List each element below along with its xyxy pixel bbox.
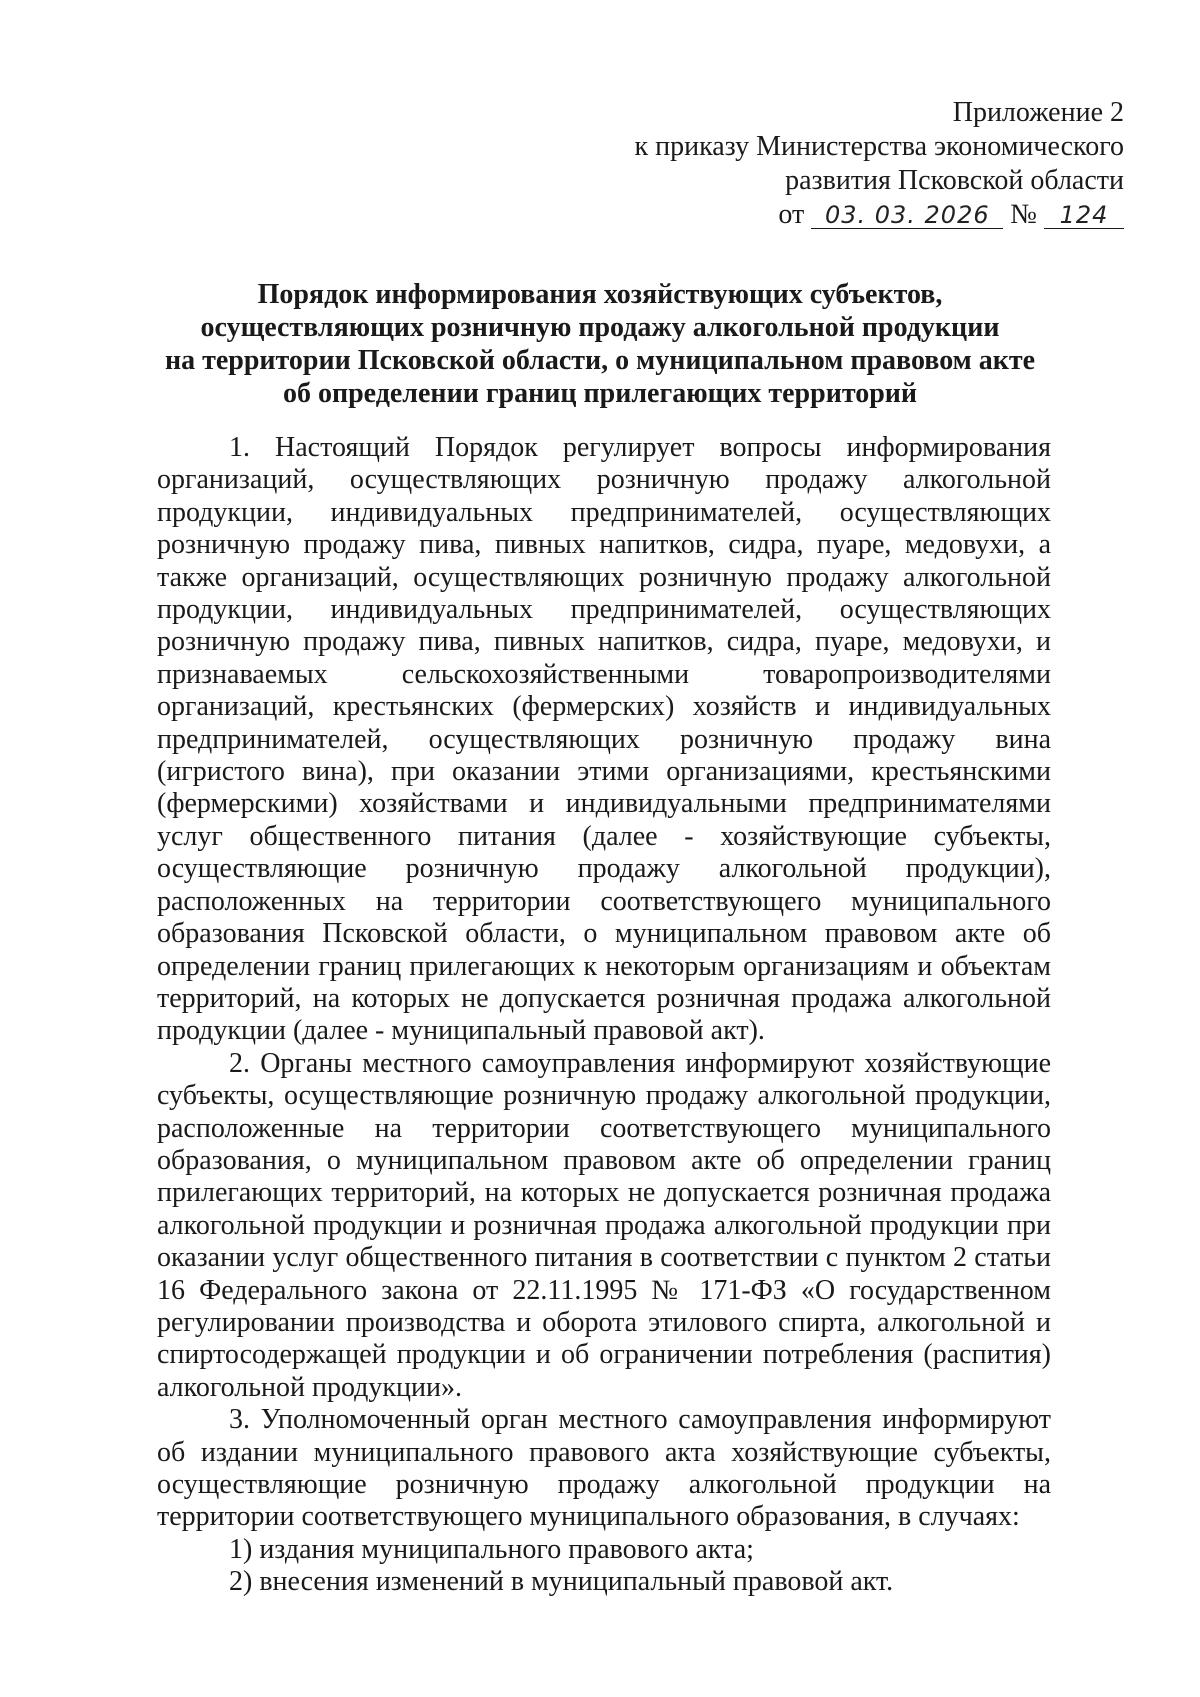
appendix-label: Приложение 2 (952, 97, 1124, 128)
title-line-2: осуществляющих розничную продажу алкогольной продукции (200, 312, 1000, 343)
from-label: от (778, 199, 805, 230)
document-body (157, 432, 1051, 1599)
list-item-2: 2) внесения изменений в муниципальный правовой акт. (229, 1566, 894, 1598)
document-title (150, 278, 1050, 410)
ministry-region: развития Псковской области (785, 165, 1124, 196)
list-item-1: 1) издания муниципального правового акта; (229, 1533, 754, 1565)
title-line-1: Порядок информирования хозяйствующих субъектов, (257, 279, 943, 310)
order-date-number (504, 198, 1124, 232)
paragraph-3: 3. Уполномоченный орган местного самоуправления информируют об издании муниципального правового акта хозяйствующие субъекты, осуществляющие розничную продажу алкогольной продукции на территории соответствующего муниципального образования, в случаях: (157, 1404, 1051, 1533)
paragraph-2: 2. Органы местного самоуправления информируют хозяйствующие субъекты, осуществляющие розничную продажу алкогольной продукции, расположенные на территории соответствующего муниципального образования, о муниципальном правовом акте об определении границ прилегающих территорий, на которых не допускается розничная продажа алкогольной продукции и розничная продажа алкогольной продукции при оказании услуг общественного питания в соответствии с пунктом 2 статьи 16 Федерального закона от 22.11.1995 № 171-ФЗ «О государственном регулировании производства и оборота этилового спирта, алкогольной и спиртосодержащей продукции и об ограничении потребления (распития) алкогольной продукции». (157, 1047, 1051, 1403)
title-line-3: на территории Псковской области, о муниципальном правовом акте (164, 345, 1036, 376)
paragraph-1: 1. Настоящий Порядок регулирует вопросы информирования организаций, осуществляющих розничную продажу алкогольной продукции, индивидуальных предпринимателей, осуществляющих розничную продажу пива, пивных напитков, сидра, пуаре, медовухи, а также организаций, осуществляющих розничную продажу алкогольной продукции, индивидуальных предпринимателей, осуществляющих розничную продажу пива, пивных напитков, сидра, пуаре, медовухи, и признаваемых сельскохозяйственными товаропроизводителями организаций, крестьянских (фермерских) хозяйств и индивидуальных предпринимателей, осуществляющих розничную продажу вина (игристого вина), при оказании этими организациями, крестьянскими (фермерскими) хозяйствами и индивидуальными предпринимателями услуг общественного питания (далее - хозяйствующие субъекты, осуществляющие розничную продажу алкогольной продукции), расположенных на территории соответствующего муниципального образования Псковской области, о муниципальном правовом акте об определении границ прилегающих к некоторым организациям и объектам территорий, на которых не допускается розничная продажа алкогольной продукции (далее - муниципальный правовой акт). (157, 432, 1051, 1047)
title-line-4: об определении границ прилегающих территорий (282, 378, 918, 409)
handwritten-date: 03. 03. 2026 (811, 202, 1003, 229)
handwritten-number: 124 (1044, 202, 1124, 229)
number-sign: № (1010, 199, 1037, 230)
order-reference: к приказу Министерства экономического (634, 131, 1124, 162)
appendix-header (504, 96, 1124, 232)
